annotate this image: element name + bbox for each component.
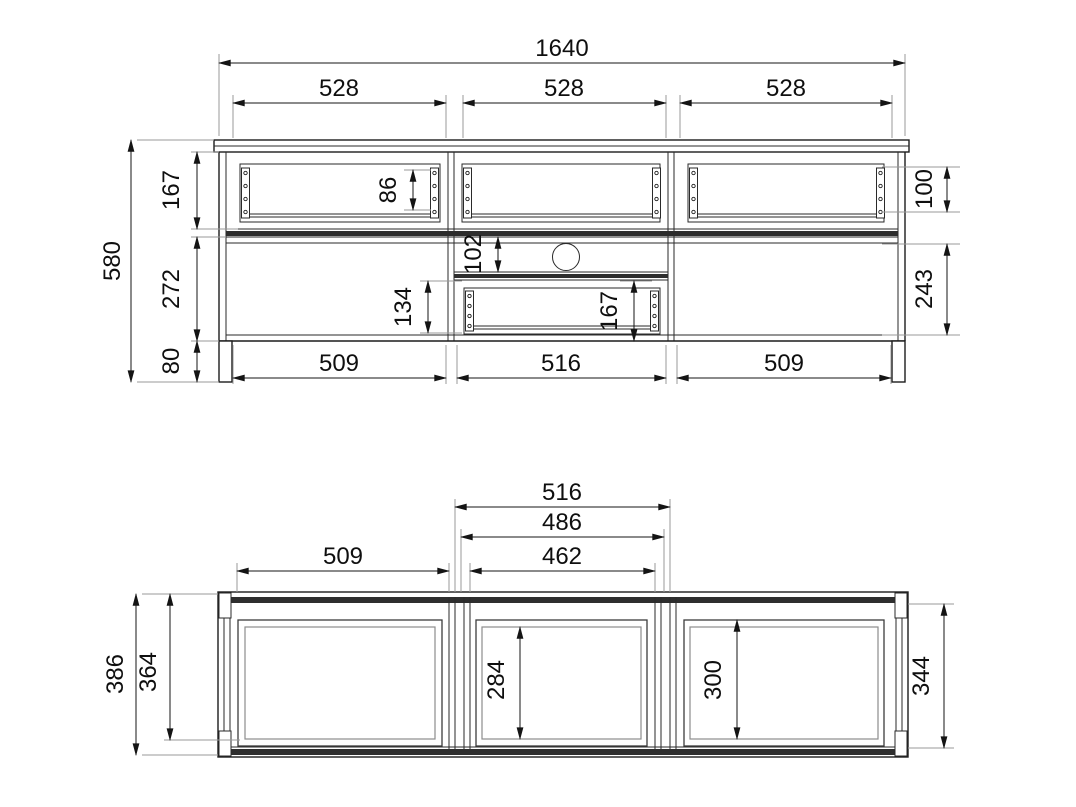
dim-label-right-compartment-height: 243 bbox=[911, 268, 938, 310]
dim-front-section-width-2 bbox=[463, 75, 666, 138]
plan-back-panel bbox=[219, 597, 907, 603]
dim-label-left-opening-width: 509 bbox=[322, 543, 364, 570]
dim-label-section-width-3: 528 bbox=[765, 75, 807, 102]
dim-label-niche-height: 102 bbox=[460, 233, 487, 275]
dim-label-center-drawer-side-height: 134 bbox=[390, 286, 417, 328]
dim-label-right-frame-depth: 300 bbox=[700, 659, 727, 701]
dim-label-bottom-opening-3: 509 bbox=[763, 350, 805, 377]
dim-bottom-opening-3 bbox=[677, 345, 891, 384]
plan-leg-top-right bbox=[895, 593, 907, 618]
dim-plan-center-inner-width bbox=[470, 543, 655, 592]
dim-front-middle-section-height bbox=[158, 237, 226, 341]
dim-bottom-opening-2 bbox=[457, 345, 666, 384]
dim-front-section-width-3 bbox=[680, 75, 892, 138]
cabinet-front-geometry bbox=[214, 140, 909, 382]
drawer-front-left bbox=[240, 164, 440, 222]
plan-leg-bottom-right bbox=[895, 731, 907, 756]
dim-label-inner-depth: 364 bbox=[135, 651, 162, 693]
dim-label-section-width-2: 528 bbox=[543, 75, 585, 102]
dim-label-leg-height: 80 bbox=[158, 347, 185, 375]
dim-label-total-height: 580 bbox=[99, 240, 126, 282]
drawer-front-center-lower bbox=[464, 288, 660, 334]
plan-leg-top-left bbox=[219, 593, 231, 618]
dim-bottom-opening-1 bbox=[233, 345, 446, 384]
dim-label-right-opening-depth: 344 bbox=[908, 655, 935, 697]
dim-center-drawer-side-height bbox=[390, 281, 462, 333]
dim-label-center-mid-width: 486 bbox=[541, 509, 583, 536]
plan-leg-bottom-left bbox=[219, 731, 231, 756]
dim-plan-right-opening-depth bbox=[908, 604, 954, 748]
dim-front-leg-height bbox=[158, 341, 197, 382]
dim-label-middle-section-height: 272 bbox=[158, 268, 185, 310]
dim-right-drawer-height bbox=[882, 167, 960, 212]
dim-plan-left-opening-width bbox=[237, 543, 449, 592]
dim-label-center-inner-width: 462 bbox=[541, 543, 583, 570]
cabinet-bottom bbox=[219, 335, 905, 341]
dim-label-top-section-height: 167 bbox=[158, 169, 185, 211]
cable-hole bbox=[553, 244, 580, 271]
divider-right bbox=[668, 152, 674, 341]
cabinet-plan-geometry bbox=[218, 592, 908, 757]
front-elevation-view bbox=[99, 35, 960, 384]
front-right-leg bbox=[892, 341, 905, 382]
dim-label-bottom-opening-2: 516 bbox=[540, 350, 582, 377]
dim-label-section-width-1: 528 bbox=[318, 75, 360, 102]
dim-label-total-depth: 386 bbox=[102, 653, 129, 695]
front-left-leg bbox=[219, 341, 232, 382]
left-side-panel bbox=[219, 152, 226, 341]
drawer-front-right bbox=[688, 164, 885, 222]
dim-niche-height bbox=[460, 234, 498, 274]
dim-right-compartment-height bbox=[882, 244, 960, 335]
dim-label-center-drawer-opening-height: 167 bbox=[596, 290, 623, 332]
right-side-panel bbox=[898, 152, 905, 341]
plan-view bbox=[102, 479, 954, 757]
divider-left bbox=[448, 152, 454, 341]
top-shelf-band bbox=[226, 229, 898, 243]
dim-front-section-width-1 bbox=[233, 75, 446, 138]
plan-outline bbox=[218, 592, 908, 757]
dim-label-center-frame-depth: 284 bbox=[483, 659, 510, 701]
tabletop bbox=[214, 140, 909, 152]
dim-label-right-drawer-height: 100 bbox=[911, 168, 938, 210]
dim-label-center-outer-width: 516 bbox=[541, 479, 583, 506]
plan-front-edge bbox=[219, 749, 907, 755]
dim-label-bottom-opening-1: 509 bbox=[318, 350, 360, 377]
dim-label-total-width: 1640 bbox=[535, 35, 589, 62]
drawer-front-center bbox=[462, 164, 661, 222]
dim-label-drawer-side-height: 86 bbox=[375, 176, 402, 204]
